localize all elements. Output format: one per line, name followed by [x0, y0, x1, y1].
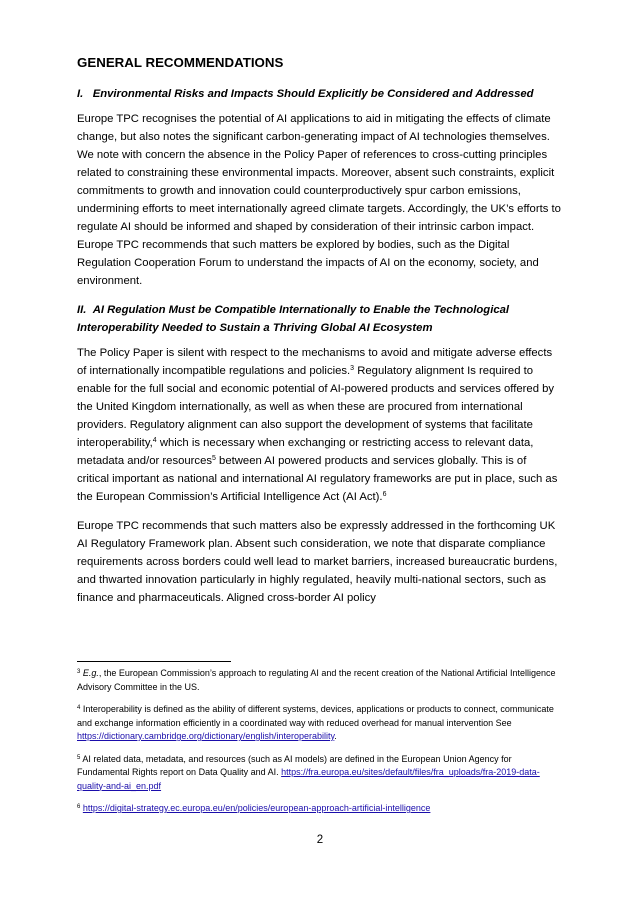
section-1-paragraph: Europe TPC recognises the potential of AI applications to aid in mitigating the effects of climate change, but also notes the significant carbon-generating impact of AI technologies themselves. We note with concern the absence in the Policy Paper of references to cross-cutting principles related to constraining these environmental impacts. Moreover, absent such constraints, explicit commitments to growth and innovation could counterproductively spur carbon emissions, undermining efforts to meet internationally agreed climate targets. Accordingly, the UK’s efforts to regulate AI should be informed and shaped by consideration of their intrinsic carbon impact. Europe TPC recommends that such matters be explored by bodies, such as the Digital Regulation Cooperation Forum to understand the impacts of AI on the economy, society, and environment.	[77, 113, 561, 287]
footnote-ref-4[interactable]: 4	[152, 437, 157, 444]
footnote-5	[77, 753, 561, 794]
footnote-ref-3[interactable]: 3	[350, 365, 355, 372]
footnote-separator	[77, 661, 231, 662]
footnote-ref-5[interactable]: 5	[212, 455, 216, 462]
footnote-text: AI related data, metadata, and resources (such as AI models) are defined in the European Union Agency for Fundamental Rights report on Data Quality and AI.	[77, 753, 512, 777]
footnotes	[77, 667, 561, 825]
section-2-paragraph-1	[77, 344, 561, 506]
footnote-text: .	[334, 731, 337, 741]
text-run: between AI powered products and services globally. This is of critical important as national and international AI regulatory frameworks are put in place, such as the European Commission’s Artificial Intelligence Act (AI Act).	[77, 455, 558, 503]
footnote-number: 4	[77, 705, 81, 711]
footnote-link[interactable]: https://dictionary.cambridge.org/dictionary/english/interoperability	[77, 731, 335, 741]
footnote-text: Interoperability is defined as the ability of different systems, devices, applications or products to connect, communicate and exchange information efficiently in a coordinated way with reduced overhead for manual intervention See	[77, 704, 554, 728]
footnote-number: 3	[77, 669, 81, 675]
text-run: The Policy Paper is silent with respect to the mechanisms to avoid and mitigate adverse effects of internationally incompatible regulations and policies.	[77, 347, 553, 377]
footnote-emphasis: E.g.	[82, 668, 99, 678]
text-run: which is necessary when exchanging or restricting access to relevant data, metadata and/or resources	[77, 437, 534, 467]
footnote-number: 5	[77, 754, 81, 761]
footnote-link[interactable]: https://digital-strategy.ec.europa.eu/en/policies/european-approach-artificial-intelligence	[82, 803, 431, 813]
section-2-paragraph-2: Europe TPC recommends that such matters also be expressly addressed in the forthcoming UK AI Regulatory Framework plan. Absent such consideration, we note that disparate compliance requirements across borders could well lead to market barriers, increased bureaucratic burdens, and thwarted innovation particularly in highly regulated, heavily multi-national sectors, such as finance and pharmaceuticals. Aligned cross-border AI policy	[77, 520, 558, 604]
main-content	[77, 53, 561, 618]
footnote-3	[77, 667, 561, 694]
page-heading: GENERAL RECOMMENDATIONS	[77, 55, 284, 70]
page-number: 2	[316, 834, 324, 846]
footnote-ref-6[interactable]: 6	[382, 491, 387, 498]
footnote-text: , the European Commission’s approach to regulating AI and the recent creation of the National Artificial Intelligence Advisory Committee in the US.	[77, 668, 556, 692]
section-2-title: II. AI Regulation Must be Compatible Internationally to Enable the Technological Interoperability Needed to Sustain a Thriving Global AI Ecosystem	[77, 304, 510, 334]
footnote-number: 6	[77, 804, 81, 810]
section-1-title: I. Environmental Risks and Impacts Should Explicitly be Considered and Addressed	[77, 88, 534, 100]
footnote-link[interactable]: https://fra.europa.eu/sites/default/files/fra_uploads/fra-2019-data-quality-and-ai_en.pdf	[77, 767, 540, 791]
footnote-4	[77, 703, 561, 744]
footnote-6	[77, 802, 561, 816]
text-run: Regulatory alignment Is required to enable for the full social and economic potential of AI-powered products and services offered by the United Kingdom internationally, as well as when these are procured from international providers. Regulatory alignment can also support the development of systems that facilitate interoperability,	[77, 365, 555, 449]
